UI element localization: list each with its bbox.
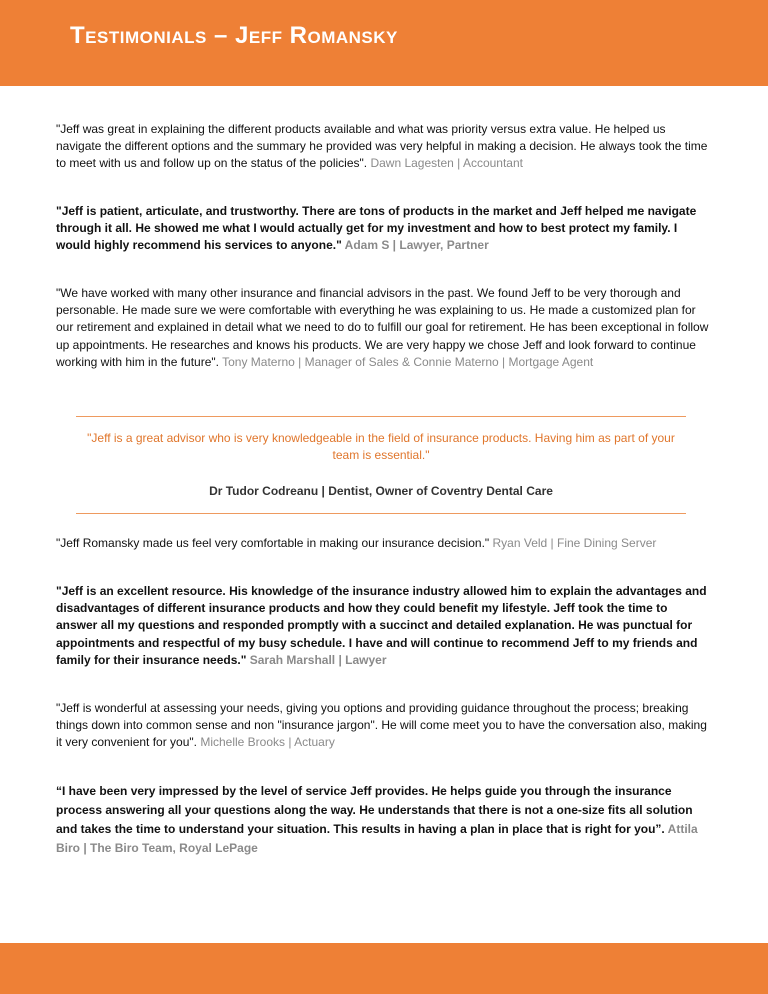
testimonial-quote: "Jeff is patient, articulate, and trustworthy. There are tons of products in the market and Jeff helped me navigate through it all. He showed me what I would actually get for my investment and how to best protect my family. I would highly recommend his services to anyone." — [56, 204, 697, 253]
testimonial-attila — [56, 782, 712, 858]
testimonial-author: Attila Biro | The Biro Team, Royal LePage — [56, 822, 698, 855]
testimonial-michelle — [56, 700, 712, 752]
testimonial-quote: “I have been very impressed by the level of service Jeff provides. He helps guide you through the insurance process answering all your questions along the way. He understands that there is not a one-size fits all solution and takes the time to understand your situation. This results in having a plan in place that is right for you”. — [56, 784, 693, 836]
featured-testimonial — [76, 416, 686, 514]
page-title: Testimonials – Jeff Romansky — [70, 22, 398, 49]
testimonial-author: Tony Materno | Manager of Sales & Connie Materno | Mortgage Agent — [222, 354, 594, 369]
footer-banner — [0, 943, 768, 994]
testimonial-quote: "We have worked with many other insurance and financial advisors in the past. We found Jeff to be very thorough and personable. He made sure we were comfortable with everything he was explaining to us. He made a customized plan for our retirement and explained in detail what we need to do to fulfill our goal for retirement. He has been exceptional in follow up appointments. He researches and knows his products. We are very happy we chose Jeff and look forward to continue working with him in the future". — [56, 286, 709, 369]
testimonial-quote: "Jeff was great in explaining the different products available and what was priority versus extra value. He helped us navigate the different options and the summary he provided was very helpful in making a decision. He always took the time to meet with us and follow up on the status of the policies". — [56, 122, 708, 171]
testimonial-quote: "Jeff is an excellent resource. His knowledge of the insurance industry allowed him to explain the advantages and disadvantages of different insurance products and how they could benefit my lifestyle. Jeff took the time to answer all my questions and responded promptly with a succinct and detailed explanation. He was punctual for appointments and respectful of my busy schedule. I have and will continue to recommend Jeff to my friends and family for their insurance needs." — [56, 584, 707, 667]
testimonial-author: Dawn Lagesten | Accountant — [370, 156, 523, 171]
featured-quote: "Jeff is a great advisor who is very knowledgeable in the field of insurance products. Having him as part of your team is essential." — [87, 431, 675, 462]
testimonial-dawn — [56, 121, 712, 173]
testimonial-quote: "Jeff Romansky made us feel very comfortable in making our insurance decision." — [56, 536, 493, 550]
testimonial-materno — [56, 285, 712, 371]
featured-author: Dr Tudor Codreanu | Dentist, Owner of Coventry Dental Care — [209, 484, 553, 498]
header-banner — [0, 0, 768, 86]
testimonial-ryan — [56, 535, 712, 552]
testimonial-author: Michelle Brooks | Actuary — [200, 735, 335, 750]
testimonial-sarah — [56, 583, 712, 669]
testimonial-author: Sarah Marshall | Lawyer — [249, 652, 387, 667]
testimonial-author: Ryan Veld | Fine Dining Server — [492, 536, 657, 550]
testimonial-author: Adam S | Lawyer, Partner — [344, 238, 489, 253]
testimonial-quote: "Jeff is wonderful at assessing your needs, giving you options and providing guidance throughout the process; breaking things down into common sense and non "insurance jargon". He will come meet you to have the conversation also, making it very convenient for you". — [56, 701, 707, 750]
testimonial-adam — [56, 203, 712, 255]
